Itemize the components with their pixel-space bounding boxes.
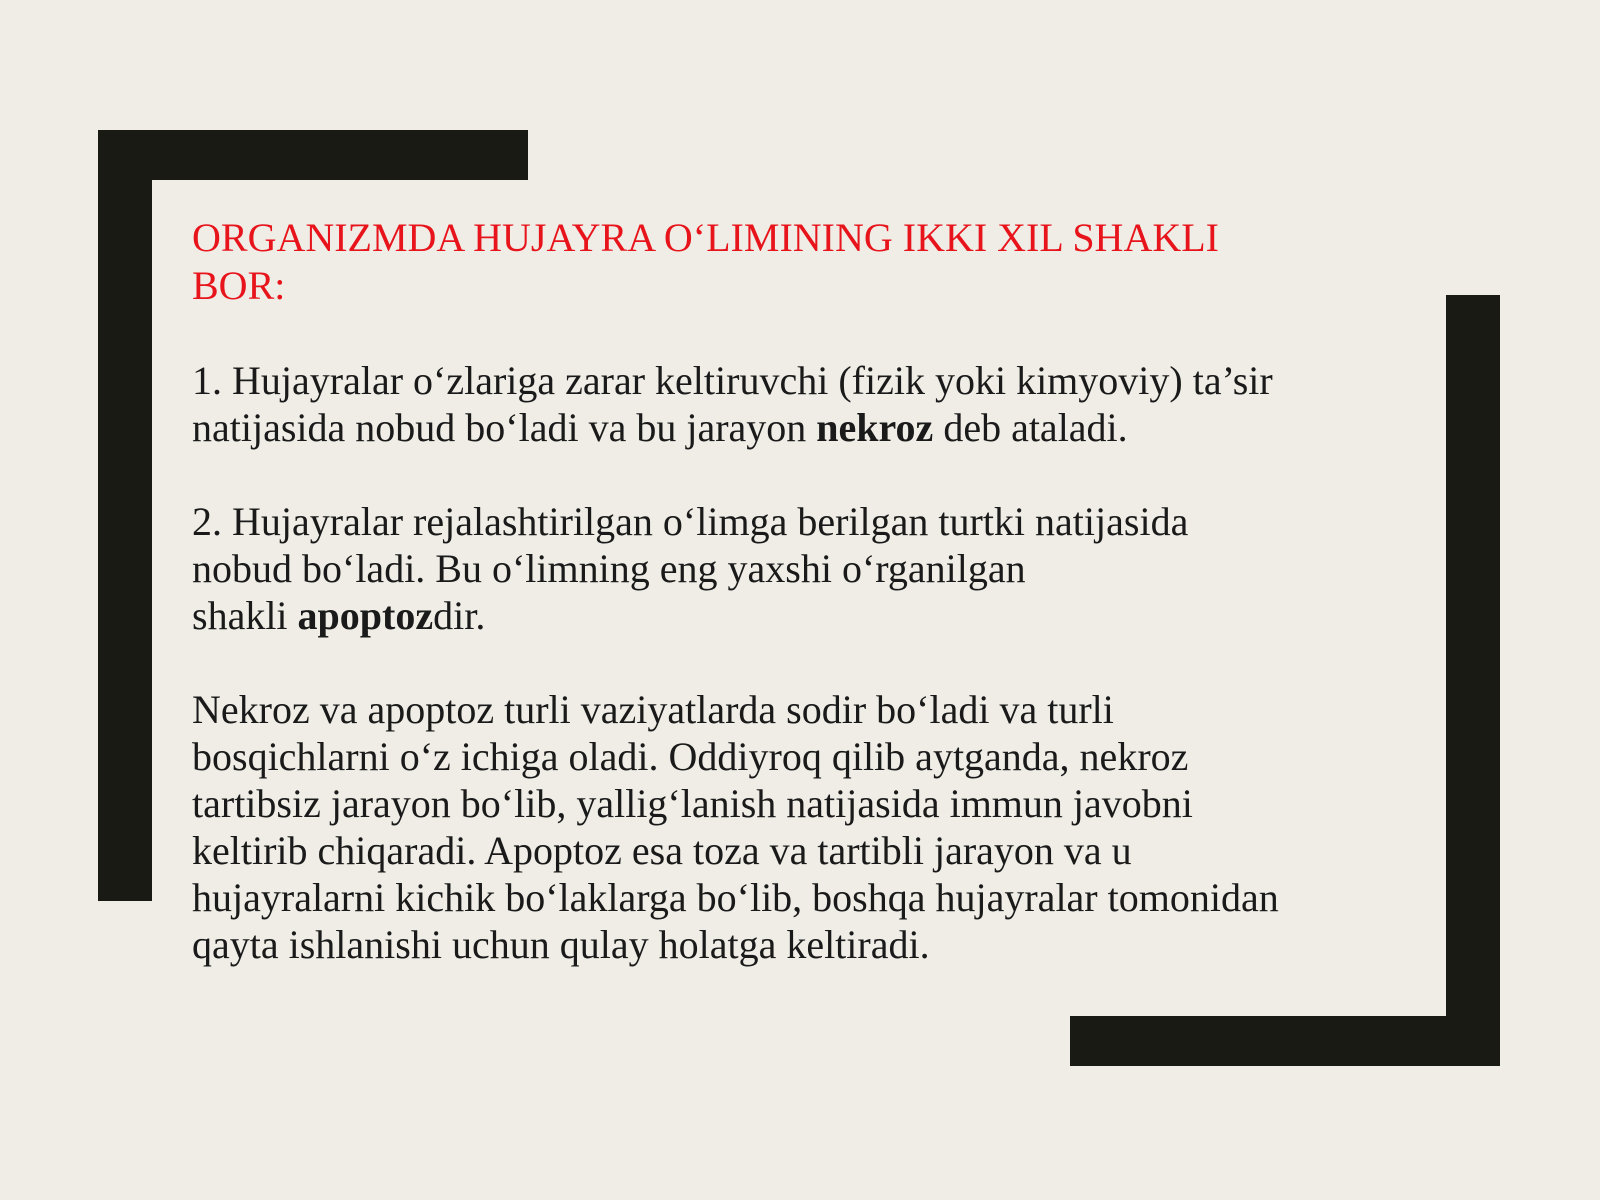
heading-line: BOR: <box>192 263 286 308</box>
paragraph-line: keltirib chiqaradi. Apoptoz esa toza va tartibli jarayon va u <box>192 828 1132 873</box>
frame-bottom-right-vertical <box>1446 295 1500 1066</box>
paragraph-necrosis <box>192 357 1432 451</box>
text-segment: dir. <box>433 593 486 638</box>
paragraph-line: Nekroz va apoptoz turli vaziyatlarda sodir bo‘ladi va turli <box>192 687 1114 732</box>
paragraph-comparison <box>192 686 1432 968</box>
text-segment: natijasida nobud bo‘ladi va bu jarayon <box>192 405 817 450</box>
paragraph-line: qayta ishlanishi uchun qulay holatga keltiradi. <box>192 922 930 967</box>
text-segment: shakli <box>192 593 298 638</box>
frame-top-left-horizontal <box>98 130 528 180</box>
paragraph-line <box>192 404 1432 451</box>
paragraph-line: tartibsiz jarayon bo‘lib, yallig‘lanish natijasida immun javobni <box>192 781 1193 826</box>
heading-line: ORGANIZMDA HUJAYRA O‘LIMINING IKKI XIL SHAKLI <box>192 215 1219 260</box>
paragraph-apoptosis <box>192 498 1432 639</box>
term-apoptoz: apoptoz <box>297 593 434 638</box>
text-segment: deb ataladi. <box>933 405 1128 450</box>
paragraph-line: 2. Hujayralar rejalashtirilgan o‘limga berilgan turtki natijasida <box>192 499 1189 544</box>
paragraph-line <box>192 592 1432 639</box>
paragraph-line: nobud bo‘ladi. Bu o‘limning eng yaxshi o‘rganilgan <box>192 546 1026 591</box>
term-nekroz: nekroz <box>816 405 934 450</box>
slide-heading <box>192 214 1432 310</box>
slide-content <box>192 214 1432 1015</box>
paragraph-line: hujayralarni kichik bo‘laklarga bo‘lib, boshqa hujayralar tomonidan <box>192 875 1279 920</box>
paragraph-line: bosqichlarni o‘z ichiga oladi. Oddiyroq qilib aytganda, nekroz <box>192 734 1189 779</box>
frame-top-left-vertical <box>98 130 152 901</box>
paragraph-line: 1. Hujayralar o‘zlariga zarar keltiruvchi (fizik yoki kimyoviy) ta’sir <box>192 358 1273 403</box>
frame-bottom-right-horizontal <box>1070 1016 1500 1066</box>
